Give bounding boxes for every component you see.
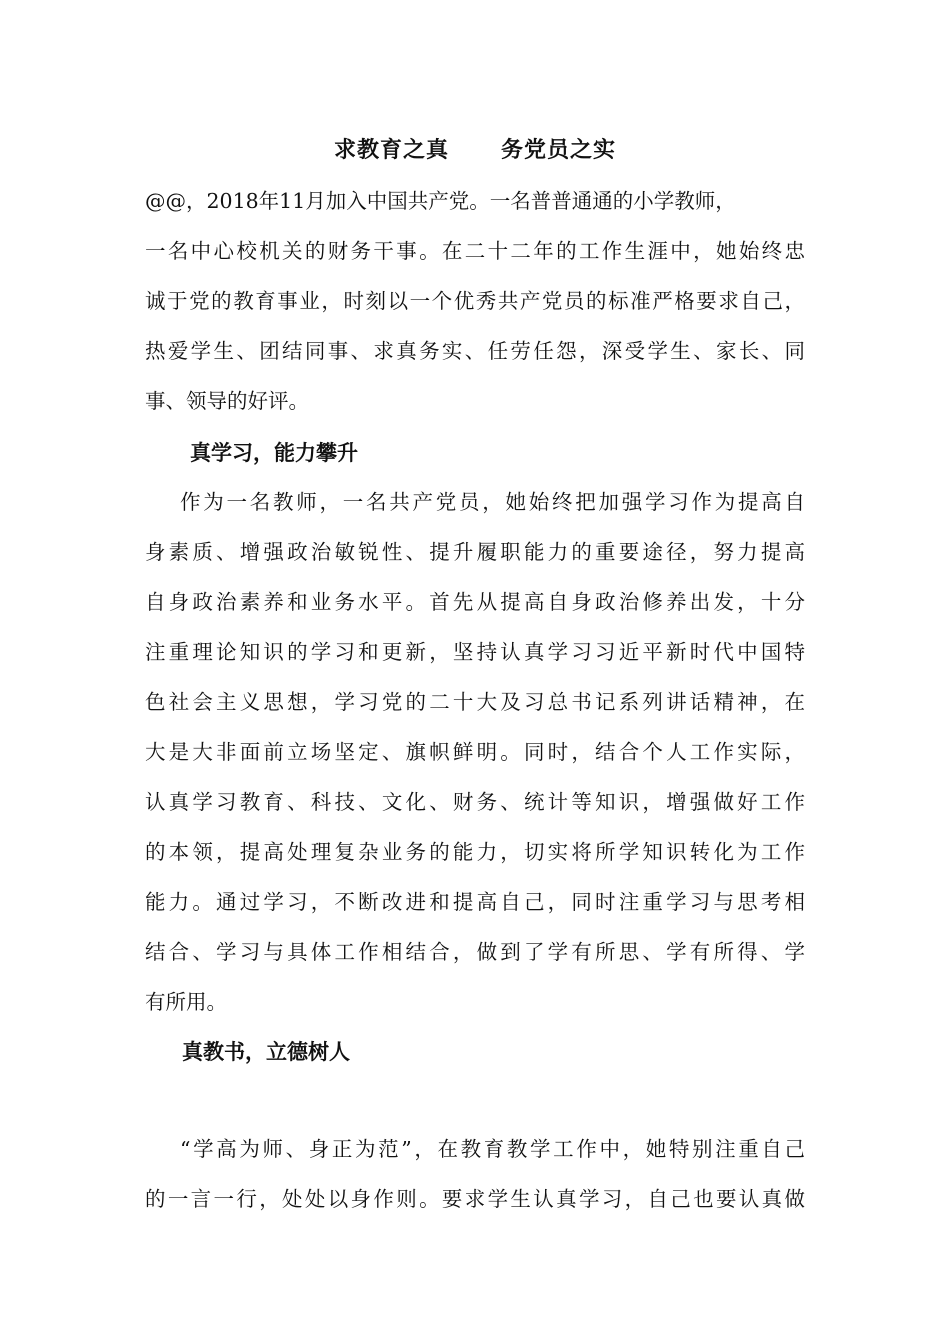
paragraph-line: 能力。通过学习，不断改进和提高自己，同时注重学习与思考相: [145, 890, 805, 914]
paragraph-line: 的本领，提高处理复杂业务的能力，切实将所学知识转化为工作: [145, 840, 805, 864]
paragraph-line: 一名中心校机关的财务干事。在二十二年的工作生涯中，她始终忠: [145, 239, 805, 263]
paragraph-line: 作为一名教师，一名共产党员，她始终把加强学习作为提高自: [180, 490, 805, 514]
paragraph-line: 认真学习教育、科技、文化、财务、统计等知识，增强做好工作: [145, 790, 805, 814]
paragraph-line: 热爱学生、团结同事、求真务实、任劳任怨，深受学生、家长、同: [145, 339, 805, 363]
paragraph-line: 大是大非面前立场坚定、旗帜鲜明。同时，结合个人工作实际，: [145, 740, 805, 764]
paragraph-line: @@，2018年11月加入中国共产党。一名普普通通的小学教师，: [145, 189, 736, 213]
document-title: 求教育之真 务党员之实: [334, 138, 616, 163]
paragraph-line: 有所用。: [145, 990, 227, 1014]
paragraph-line: “学高为师、身正为范”，在教育教学工作中，她特别注重自己: [180, 1137, 805, 1161]
paragraph-line: 色社会主义思想，学习党的二十大及习总书记系列讲话精神，在: [145, 690, 805, 714]
paragraph-line: 诚于党的教育事业，时刻以一个优秀共产党员的标准严格要求自己，: [145, 289, 805, 313]
paragraph-line: 事、领导的好评。: [145, 389, 309, 413]
paragraph-line: 身素质、增强政治敏锐性、提升履职能力的重要途径，努力提高: [145, 540, 805, 564]
section-heading: 真学习，能力攀升: [190, 441, 358, 465]
section-heading: 真教书，立德树人: [182, 1040, 350, 1064]
paragraph-line: 的一言一行，处处以身作则。要求学生认真学习，自己也要认真做: [145, 1187, 805, 1211]
paragraph-line: 结合、学习与具体工作相结合，做到了学有所思、学有所得、学: [145, 940, 805, 964]
paragraph-line: 自身政治素养和业务水平。首先从提高自身政治修养出发，十分: [145, 590, 805, 614]
paragraph-line: 注重理论知识的学习和更新，坚持认真学习习近平新时代中国特: [145, 640, 805, 664]
